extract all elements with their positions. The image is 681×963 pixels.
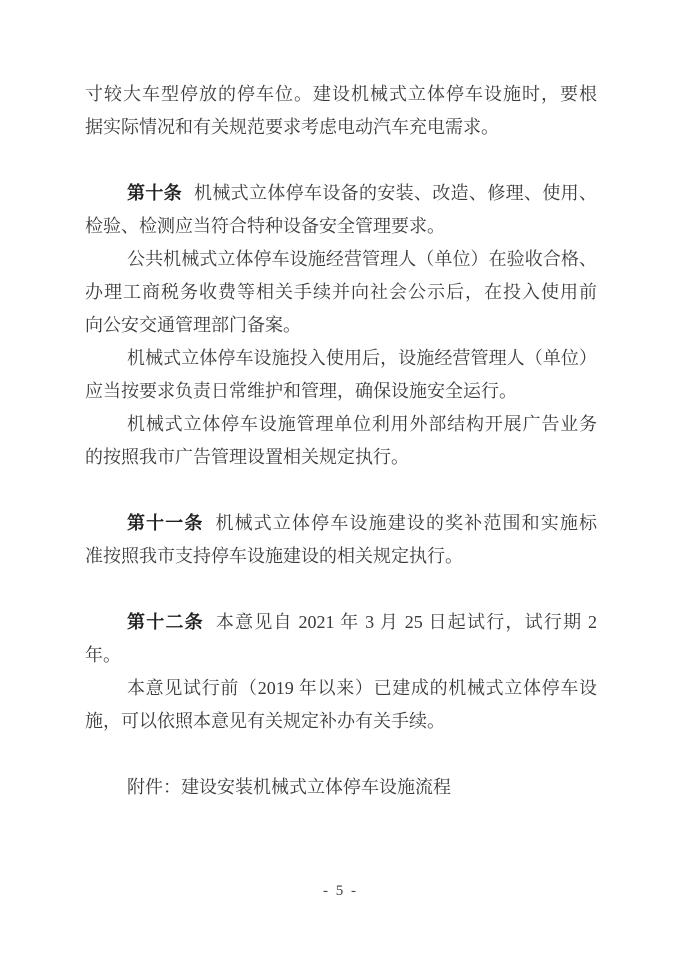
blank-line [85,144,597,177]
attachment-line: 附件：建设安装机械式立体停车设施流程 [127,777,451,797]
text-line: 向公安交通管理部门备案。 [85,315,301,335]
document-body [85,78,597,804]
article-heading-line [85,606,597,639]
article-number: 第十一条 [127,513,204,533]
text-line: 本意见试行前（2019 年以来）已建成的机械式立体停车设 [127,678,597,698]
text-line: 机械式立体停车设施管理单位利用外部结构开展广告业务 [127,414,597,434]
text-line: 办理工商税务收费等相关手续并向社会公示后，在投入使用前 [85,282,597,302]
article-text: 本意见自 2021 年 3 月 25 日起试行，试行期 2 [215,612,597,632]
blank-line [85,738,597,771]
text-line: 检验、检测应当符合特种设备安全管理要求。 [85,216,445,236]
text-line: 据实际情况和有关规范要求考虑电动汽车充电需求。 [85,117,499,137]
article-text: 机械式立体停车设施建设的奖补范围和实施标 [215,513,597,533]
article-number: 第十二条 [127,612,204,632]
blank-line [85,573,597,606]
text-line: 年。 [85,645,121,665]
text-line: 公共机械式立体停车设施经营管理人（单位）在验收合格、 [127,249,597,269]
article-heading-line [85,177,597,210]
article-text: 机械式立体停车设备的安装、改造、修理、使用、 [194,183,597,203]
article-heading-line [85,507,597,540]
blank-line [85,474,597,507]
text-line: 机械式立体停车设施投入使用后，设施经营管理人（单位） [127,348,597,368]
text-line: 施，可以依照本意见有关规定补办有关手续。 [85,711,445,731]
text-line: 应当按要求负责日常维护和管理，确保设施安全运行。 [85,381,517,401]
page-number: - 5 - [323,883,358,899]
text-line: 准按照我市支持停车设施建设的相关规定执行。 [85,546,463,566]
article-number: 第十条 [127,183,182,203]
text-line: 的按照我市广告管理设置相关规定执行。 [85,447,409,467]
text-line: 寸较大车型停放的停车位。建设机械式立体停车设施时，要根 [85,84,597,104]
